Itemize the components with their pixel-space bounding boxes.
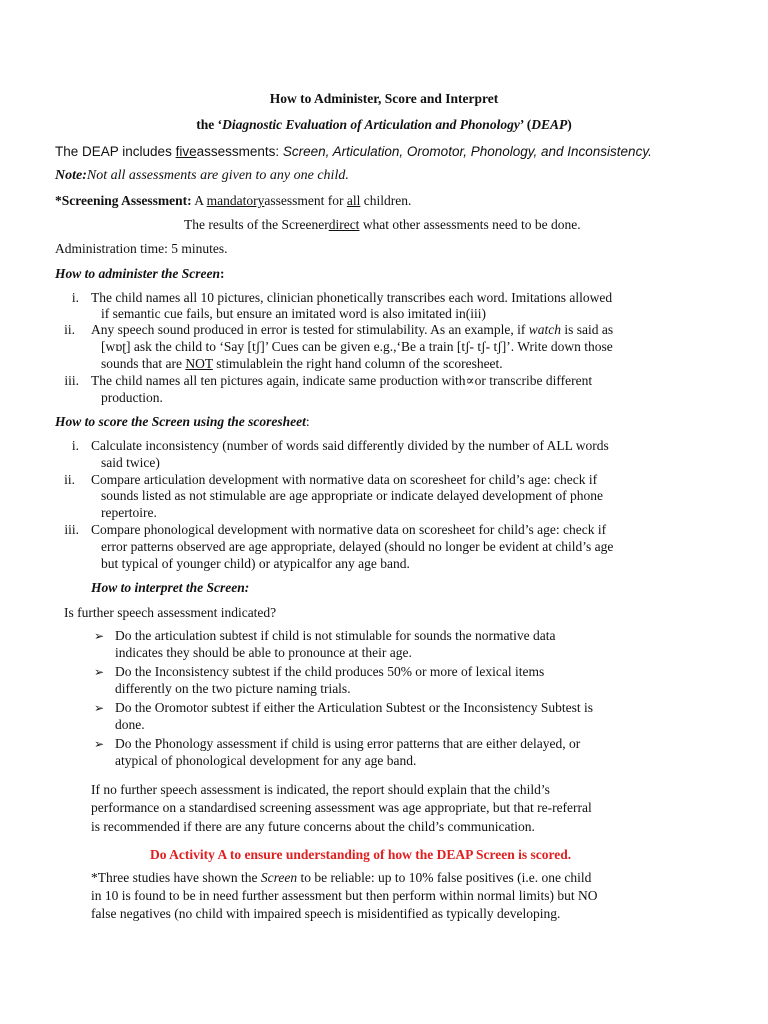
- subtitle-abbr: DEAP: [531, 117, 568, 132]
- administer-item-2-line-2: [wɒʈ] ask the child to ‘Say [tʃ]’ Cues can be given e.g.,‘Be a train [tʃ- tʃ- tʃ]’. Write down those: [101, 339, 613, 354]
- note-line: [55, 167, 349, 184]
- score-item-1-number: i.: [71, 438, 79, 453]
- administer-item-2-line-1: [91, 321, 613, 338]
- score-item-1-line-2: said twice): [101, 455, 160, 470]
- administer-item-2-line-1-suffix: is said as: [561, 322, 614, 337]
- intro-mid: assessments:: [196, 144, 283, 159]
- studies-screen: Screen: [260, 870, 298, 885]
- results-direct: direct: [328, 217, 360, 232]
- no-further-line-2: performance on a standardised screening assessment was age appropriate, but that re-referral: [91, 800, 592, 815]
- arrow-bullet-icon: ➢: [94, 665, 105, 679]
- studies-line-2: in 10 is found to be in need further assessment but then perform within normal limits) but NO: [91, 888, 598, 903]
- results-suffix: what other assessments need to be done.: [359, 217, 581, 232]
- intro-line: [55, 143, 652, 160]
- screening-post: children.: [360, 193, 412, 208]
- administer-item-1-line-2: if semantic cue fails, but ensure an imitated word is also imitated in(iii): [101, 306, 487, 321]
- score-item-3-line-3: but typical of younger child) or atypicalfor any age band.: [101, 556, 410, 571]
- administer-item-3-number: iii.: [64, 373, 79, 388]
- note-text: Not all assessments are given to any one child.: [86, 168, 349, 183]
- note-label: Note:: [55, 168, 87, 183]
- arrow-bullet-icon: ➢: [94, 629, 105, 643]
- screening-line: [55, 192, 411, 209]
- interpret-bullet-4-line-1: Do the Phonology assessment if child is using error patterns that are either delayed, or: [115, 736, 581, 751]
- title-line-1: How to Administer, Score and Interpret: [269, 91, 499, 106]
- score-item-3-line-1: Compare phonological development with normative data on scoresheet for child’s age: check if: [91, 522, 607, 537]
- no-further-line-3: is recommended if there are any future concerns about the child’s communication.: [91, 819, 535, 834]
- administer-item-2-line-1-prefix: Any speech sound produced in error is tested for stimulability. As an example, if: [91, 322, 529, 337]
- interpret-bullet-1-line-1: Do the articulation subtest if child is not stimulable for sounds the normative data: [115, 628, 556, 643]
- administer-item-2-number: ii.: [64, 322, 75, 337]
- score-item-2-line-3: repertoire.: [101, 505, 157, 520]
- interpret-bullet-3-line-1: Do the Oromotor subtest if either the Articulation Subtest or the Inconsistency Subtest is: [115, 700, 594, 715]
- score-item-2-number: ii.: [64, 472, 75, 487]
- interpret-bullet-4-line-2: atypical of phonological development for any age band.: [115, 753, 417, 768]
- administer-heading-text: How to administer the Screen: [55, 266, 221, 281]
- studies-line-1: [91, 869, 591, 886]
- screening-all: all: [346, 193, 361, 208]
- subtitle-prefix: the ‘: [196, 117, 223, 132]
- subtitle-suffix: ): [567, 117, 572, 132]
- administer-item-2-watch: watch: [528, 322, 562, 337]
- administer-item-1-number: i.: [71, 290, 79, 305]
- screening-a: A: [191, 193, 207, 208]
- screening-mandatory: mandatory: [206, 193, 265, 208]
- administer-heading-colon: :: [220, 266, 225, 281]
- interpret-bullet-2-line-2: differently on the two picture naming trials.: [115, 681, 351, 696]
- score-heading: [55, 413, 310, 430]
- score-heading-text: How to score the Screen using the scoresheet: [55, 414, 306, 429]
- interpret-bullet-1-line-2: indicates they should be able to pronounce at their age.: [115, 645, 412, 660]
- score-item-2-line-2: sounds listed as not stimulable are age appropriate or indicate delayed development of phone: [101, 488, 603, 503]
- administer-heading: [55, 265, 225, 282]
- arrow-bullet-icon: ➢: [94, 737, 105, 751]
- subtitle-mid: ’ (: [519, 117, 532, 132]
- administer-item-2-line-3-suffix: stimulablein the right hand column of the scoresheet.: [212, 356, 503, 371]
- administer-item-3-line-1: The child names all ten pictures again, indicate same production with∝or transcribe different: [91, 373, 593, 388]
- screening-mid: assessment for: [264, 193, 347, 208]
- interpret-bullet-2-line-1: Do the Inconsistency subtest if the child produces 50% or more of lexical items: [115, 664, 545, 679]
- intro-assessment-list: Screen, Articulation, Oromotor, Phonology, and Inconsistency.: [282, 144, 652, 159]
- administer-item-2-not: NOT: [185, 356, 213, 371]
- intro-five: five: [175, 144, 197, 159]
- screening-label: *Screening Assessment:: [55, 193, 192, 208]
- interpret-question: Is further speech assessment indicated?: [64, 605, 277, 620]
- studies-line-1-prefix: *Three studies have shown the: [91, 870, 261, 885]
- administer-item-2-line-3: [101, 355, 503, 372]
- results-line: [184, 216, 581, 233]
- score-heading-colon: :: [305, 414, 310, 429]
- interpret-heading: How to interpret the Screen:: [91, 580, 250, 595]
- score-item-2-line-1: Compare articulation development with normative data on scoresheet for child’s age: check if: [91, 472, 598, 487]
- intro-prefix: The DEAP includes: [55, 144, 176, 159]
- arrow-bullet-icon: ➢: [94, 701, 105, 715]
- administer-item-3-line-2: production.: [101, 390, 163, 405]
- results-prefix: The results of the Screener: [184, 217, 329, 232]
- studies-line-1-suffix: to be reliable: up to 10% false positives (i.e. one child: [297, 870, 592, 885]
- interpret-bullet-3-line-2: done.: [115, 717, 145, 732]
- no-further-line-1: If no further speech assessment is indicated, the report should explain that the child’s: [91, 782, 550, 797]
- administration-time: Administration time: 5 minutes.: [55, 241, 228, 256]
- administer-item-2-line-3-prefix: sounds that are: [101, 356, 186, 371]
- score-item-3-number: iii.: [64, 522, 79, 537]
- studies-line-3: false negatives (no child with impaired speech is misidentified as typically developing.: [91, 906, 561, 921]
- document-subtitle: [0, 116, 768, 133]
- score-item-3-line-2: error patterns observed are age appropriate, delayed (should no longer be evident at child’s age: [101, 539, 614, 554]
- administer-item-1-line-1: The child names all 10 pictures, clinician phonetically transcribes each word. Imitations allowed: [91, 290, 613, 305]
- score-item-1-line-1: Calculate inconsistency (number of words said differently divided by the number of ALL words: [91, 438, 609, 453]
- activity-instruction: Do Activity A to ensure understanding of how the DEAP Screen is scored.: [150, 847, 572, 862]
- document-title: [0, 90, 768, 107]
- subtitle-italic: Diagnostic Evaluation of Articulation and Phonology: [222, 117, 520, 132]
